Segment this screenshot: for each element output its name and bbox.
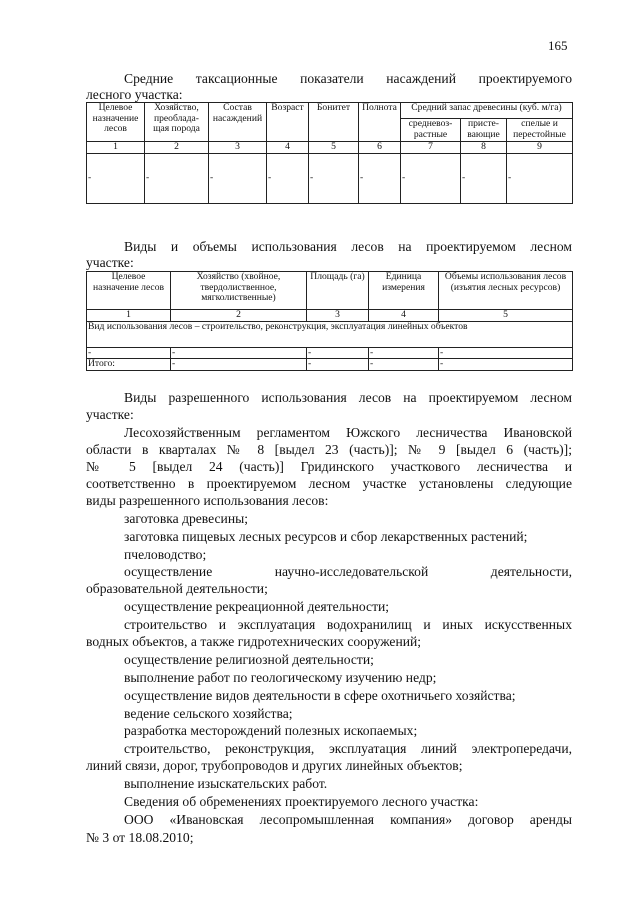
intro-line: соответственно в проектируемом лесном участке установлены следующие [86,476,572,491]
section2-heading-cont: участке: [86,255,134,270]
table-cell: - [369,359,439,371]
intro-line: виды разрешенного использования лесов: [86,493,329,508]
table-cell: - [267,153,309,203]
list-item: ведение сельского хозяйства; [124,706,293,721]
column-number: 7 [401,142,461,154]
forest-use-table [86,271,573,371]
column-number: 2 [171,310,307,322]
list-item: осуществление научно-исследовательской деятельности, [124,564,572,579]
section3-heading-cont: участке: [86,407,134,422]
header-farm: Хозяйство, преоблада-щая порода [145,103,209,142]
header-composition: Состав насаждений [209,103,267,142]
header-area: Площадь (га) [307,272,369,310]
table-cell: - [369,347,439,359]
table-cell: - [145,153,209,203]
list-item: строительство, реконструкция, эксплуатация линий электропередачи, [124,741,572,756]
stand-indicators-table [86,102,573,204]
table-cell: - [439,347,573,359]
header-bonitet: Бонитет [309,103,359,142]
header-middle-aged: средневоз-растные [401,119,461,142]
table-cell: - [307,359,369,371]
table-cell: - [209,153,267,203]
list-item: заготовка древесины; [124,511,249,526]
list-item: строительство и эксплуатация водохранилищ и иных искусственных [124,617,572,632]
column-number: 4 [369,310,439,322]
section1-heading-cont: лесного участка: [86,87,183,102]
header-density: Полнота [359,103,401,142]
column-number: 5 [309,142,359,154]
column-number: 2 [145,142,209,154]
header-purpose: Целевое назначение лесов [87,272,171,310]
table-cell: - [87,347,171,359]
header-mature: спелые и перестойные [507,119,573,142]
table-cell: - [87,153,145,203]
section2-heading: Виды и объемы использования лесов на проектируемом лесном [124,239,572,254]
header-ripening: присте-вающие [461,119,507,142]
total-label: Итого: [87,359,171,371]
encumbrance-heading: Сведения об обременениях проектируемого лесного участка: [124,794,479,809]
list-item: осуществление видов деятельности в сфере охотничьего хозяйства; [124,688,516,703]
column-number: 8 [461,142,507,154]
header-purpose: Целевое назначение лесов [87,103,145,142]
table-cell: - [309,153,359,203]
list-item: линий связи, дорог, трубопроводов и других линейных объектов; [86,758,463,773]
header-unit: Единица измерения [369,272,439,310]
list-item: осуществление рекреационной деятельности; [124,599,390,614]
list-item: разработка месторождений полезных ископаемых; [124,723,418,738]
intro-line: Лесохозяйственным регламентом Южского лесничества Ивановской [124,425,572,440]
table-cell: - [171,347,307,359]
column-number: 6 [359,142,401,154]
table-cell: - [307,347,369,359]
use-type-row: Вид использования лесов – строительство, реконструкция, эксплуатация линейных объектов [87,321,573,347]
header-age: Возраст [267,103,309,142]
column-number: 1 [87,142,145,154]
column-number: 5 [439,310,573,322]
header-wood-stock: Средний запас древесины (куб. м/га) [401,103,573,119]
intro-line: области в кварталах № 8 [выдел 23 (часть)]; № 9 [выдел 6 (часть)]; [86,442,572,457]
column-number: 3 [307,310,369,322]
table-cell: - [507,153,573,203]
section1-heading: Средние таксационные показатели насаждений проектируемого [124,71,572,86]
table-cell: - [171,359,307,371]
list-item: заготовка пищевых лесных ресурсов и сбор лекарственных растений; [124,529,528,544]
table-cell: - [359,153,401,203]
list-item: выполнение изыскательских работ. [124,776,328,791]
encumbrance-line: ООО «Ивановская лесопромышленная компания» договор аренды [124,812,572,827]
header-farm-type: Хозяйство (хвойное, твердолиственное, мягколиственные) [171,272,307,310]
page-number: 165 [548,38,568,53]
column-number: 4 [267,142,309,154]
list-item: образовательной деятельности; [86,581,268,596]
list-item: осуществление религиозной деятельности; [124,652,374,667]
header-volumes: Объемы использования лесов (изъятия лесных ресурсов) [439,272,573,310]
column-number: 9 [507,142,573,154]
list-item: пчеловодство; [124,547,207,562]
table-cell: - [439,359,573,371]
encumbrance-line: № 3 от 18.08.2010; [86,830,194,845]
intro-line: № 5 [выдел 24 (часть)] Гридинского участкового лесничества и [86,459,572,474]
section3-heading: Виды разрешенного использования лесов на проектируемом лесном [124,390,572,405]
table-cell: - [461,153,507,203]
list-item: водных объектов, а также гидротехнических сооружений; [86,634,422,649]
table-cell: - [401,153,461,203]
column-number: 1 [87,310,171,322]
list-item: выполнение работ по геологическому изучению недр; [124,670,437,685]
column-number: 3 [209,142,267,154]
